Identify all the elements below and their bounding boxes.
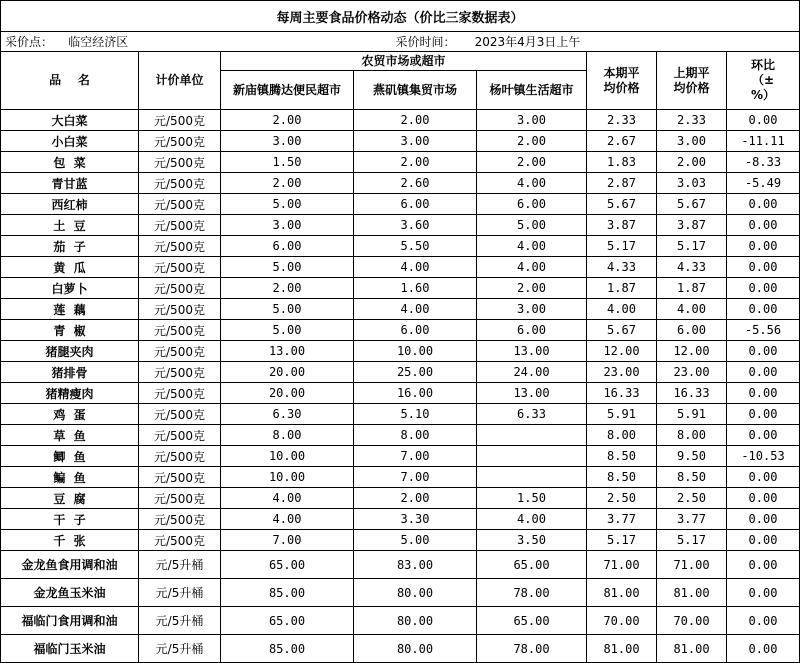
price-market-2: 4.00	[354, 299, 477, 320]
price-market-1: 85.00	[221, 635, 354, 663]
change-percent: 0.00	[727, 530, 800, 551]
change-percent: -11.11	[727, 131, 800, 152]
table-row	[1, 320, 800, 341]
current-average: 8.50	[587, 467, 657, 488]
unit-cell: 元/5升桶	[139, 635, 221, 663]
table-row	[1, 488, 800, 509]
current-average: 70.00	[587, 607, 657, 635]
change-percent: 0.00	[727, 425, 800, 446]
previous-average: 6.00	[657, 320, 727, 341]
table-row	[1, 215, 800, 236]
header-prev-avg	[657, 52, 727, 110]
price-market-2: 2.00	[354, 152, 477, 173]
current-average: 8.00	[587, 425, 657, 446]
table-row	[1, 579, 800, 607]
price-market-2: 1.60	[354, 278, 477, 299]
previous-average: 2.50	[657, 488, 727, 509]
table-row	[1, 635, 800, 663]
unit-cell: 元/500克	[139, 236, 221, 257]
change-percent: 0.00	[727, 341, 800, 362]
change-percent: -5.56	[727, 320, 800, 341]
change-percent: 0.00	[727, 194, 800, 215]
price-market-2: 3.00	[354, 131, 477, 152]
product-name: 白萝卜	[1, 278, 139, 299]
price-market-2: 2.60	[354, 173, 477, 194]
time-value: 2023年4月3日上午	[474, 35, 581, 49]
previous-average: 12.00	[657, 341, 727, 362]
price-market-1: 5.00	[221, 257, 354, 278]
current-average: 5.67	[587, 320, 657, 341]
price-market-3: 6.00	[477, 320, 587, 341]
table-row	[1, 152, 800, 173]
previous-average: 3.77	[657, 509, 727, 530]
price-market-3: 1.50	[477, 488, 587, 509]
price-market-2: 5.50	[354, 236, 477, 257]
previous-average: 71.00	[657, 551, 727, 579]
price-market-1: 65.00	[221, 607, 354, 635]
change-percent: 0.00	[727, 299, 800, 320]
current-average: 1.83	[587, 152, 657, 173]
change-percent: 0.00	[727, 278, 800, 299]
table-row	[1, 194, 800, 215]
header-prev-avg-text: 上期平均价格	[673, 65, 710, 95]
price-market-3	[477, 425, 587, 446]
time-label: 采价时间：	[395, 35, 456, 49]
price-market-2: 8.00	[354, 425, 477, 446]
product-name: 豆 腐	[1, 488, 139, 509]
unit-cell: 元/500克	[139, 257, 221, 278]
unit-cell: 元/500克	[139, 173, 221, 194]
previous-average: 81.00	[657, 635, 727, 663]
current-average: 5.67	[587, 194, 657, 215]
product-name: 草 鱼	[1, 425, 139, 446]
price-market-2: 6.00	[354, 194, 477, 215]
current-average: 1.87	[587, 278, 657, 299]
table-row	[1, 509, 800, 530]
previous-average: 4.33	[657, 257, 727, 278]
table-row	[1, 425, 800, 446]
price-market-2: 2.00	[354, 110, 477, 131]
product-name: 茄 子	[1, 236, 139, 257]
table-row	[1, 257, 800, 278]
current-average: 81.00	[587, 635, 657, 663]
current-average: 8.50	[587, 446, 657, 467]
price-market-3: 2.00	[477, 152, 587, 173]
price-market-3: 6.33	[477, 404, 587, 425]
product-name: 福临门玉米油	[1, 635, 139, 663]
current-average: 4.33	[587, 257, 657, 278]
price-market-1: 3.00	[221, 215, 354, 236]
unit-cell: 元/500克	[139, 278, 221, 299]
change-percent: 0.00	[727, 362, 800, 383]
change-percent: 0.00	[727, 607, 800, 635]
price-market-3: 5.00	[477, 215, 587, 236]
price-market-3: 65.00	[477, 607, 587, 635]
table-row	[1, 607, 800, 635]
previous-average: 16.33	[657, 383, 727, 404]
price-market-2: 5.00	[354, 530, 477, 551]
current-average: 5.91	[587, 404, 657, 425]
unit-cell: 元/500克	[139, 215, 221, 236]
product-name: 猪排骨	[1, 362, 139, 383]
location-value: 临空经济区	[68, 35, 129, 49]
change-percent: 0.00	[727, 236, 800, 257]
price-market-3: 78.00	[477, 579, 587, 607]
change-percent: 0.00	[727, 551, 800, 579]
price-market-1: 65.00	[221, 551, 354, 579]
unit-cell: 元/500克	[139, 341, 221, 362]
unit-cell: 元/500克	[139, 152, 221, 173]
price-market-3	[477, 446, 587, 467]
product-name: 大白菜	[1, 110, 139, 131]
current-average: 5.17	[587, 236, 657, 257]
product-name: 小白菜	[1, 131, 139, 152]
price-market-2: 25.00	[354, 362, 477, 383]
table-row	[1, 467, 800, 488]
unit-cell: 元/500克	[139, 194, 221, 215]
price-market-2: 10.00	[354, 341, 477, 362]
current-average: 2.87	[587, 173, 657, 194]
change-percent: 0.00	[727, 635, 800, 663]
product-name: 金龙鱼食用调和油	[1, 551, 139, 579]
price-market-1: 2.00	[221, 278, 354, 299]
change-percent: 0.00	[727, 257, 800, 278]
price-market-1: 10.00	[221, 467, 354, 488]
price-market-2: 80.00	[354, 635, 477, 663]
previous-average: 2.00	[657, 152, 727, 173]
change-percent: 0.00	[727, 110, 800, 131]
current-average: 5.17	[587, 530, 657, 551]
header-current-avg-text: 本期平均价格	[603, 65, 640, 95]
price-market-1: 5.00	[221, 194, 354, 215]
unit-cell: 元/5升桶	[139, 579, 221, 607]
previous-average: 3.87	[657, 215, 727, 236]
unit-cell: 元/500克	[139, 383, 221, 404]
table-row	[1, 404, 800, 425]
table-row	[1, 383, 800, 404]
unit-cell: 元/500克	[139, 320, 221, 341]
price-market-3: 3.00	[477, 299, 587, 320]
price-market-3: 4.00	[477, 173, 587, 194]
unit-cell: 元/500克	[139, 362, 221, 383]
product-name: 鸡 蛋	[1, 404, 139, 425]
unit-cell: 元/500克	[139, 530, 221, 551]
previous-average: 8.00	[657, 425, 727, 446]
change-percent: 0.00	[727, 488, 800, 509]
price-market-2: 83.00	[354, 551, 477, 579]
current-average: 2.33	[587, 110, 657, 131]
previous-average: 5.17	[657, 530, 727, 551]
price-market-1: 4.00	[221, 509, 354, 530]
price-market-1: 5.00	[221, 320, 354, 341]
current-average: 2.50	[587, 488, 657, 509]
change-percent: 0.00	[727, 509, 800, 530]
price-market-1: 2.00	[221, 173, 354, 194]
price-market-3: 6.00	[477, 194, 587, 215]
header-market-2: 燕矶镇集贸市场	[354, 71, 477, 110]
price-market-1: 2.00	[221, 110, 354, 131]
price-market-2: 80.00	[354, 579, 477, 607]
change-percent: -10.53	[727, 446, 800, 467]
unit-cell: 元/500克	[139, 404, 221, 425]
time-info	[354, 32, 800, 52]
price-market-3: 13.00	[477, 341, 587, 362]
price-market-1: 4.00	[221, 488, 354, 509]
price-market-2: 3.60	[354, 215, 477, 236]
price-market-2: 7.00	[354, 446, 477, 467]
product-name: 猪腿夹肉	[1, 341, 139, 362]
table-row	[1, 299, 800, 320]
previous-average: 5.67	[657, 194, 727, 215]
current-average: 3.77	[587, 509, 657, 530]
current-average: 81.00	[587, 579, 657, 607]
unit-cell: 元/5升桶	[139, 551, 221, 579]
change-percent: 0.00	[727, 383, 800, 404]
price-market-3: 4.00	[477, 236, 587, 257]
unit-cell: 元/500克	[139, 131, 221, 152]
table-row	[1, 362, 800, 383]
price-market-1: 8.00	[221, 425, 354, 446]
unit-cell: 元/500克	[139, 509, 221, 530]
current-average: 71.00	[587, 551, 657, 579]
table-title: 每周主要食品价格动态（价比三家数据表）	[1, 1, 800, 32]
price-market-3: 3.00	[477, 110, 587, 131]
change-percent: -5.49	[727, 173, 800, 194]
unit-cell: 元/500克	[139, 299, 221, 320]
table-row	[1, 173, 800, 194]
previous-average: 23.00	[657, 362, 727, 383]
price-market-2: 6.00	[354, 320, 477, 341]
table-row	[1, 530, 800, 551]
price-market-1: 10.00	[221, 446, 354, 467]
header-unit: 计价单位	[139, 52, 221, 110]
table-row	[1, 278, 800, 299]
unit-cell: 元/500克	[139, 446, 221, 467]
price-market-2: 5.10	[354, 404, 477, 425]
previous-average: 2.33	[657, 110, 727, 131]
previous-average: 3.00	[657, 131, 727, 152]
price-market-1: 20.00	[221, 383, 354, 404]
product-name: 猪精瘦肉	[1, 383, 139, 404]
product-name: 青甘蓝	[1, 173, 139, 194]
product-name: 青 椒	[1, 320, 139, 341]
price-market-1: 20.00	[221, 362, 354, 383]
price-market-3: 3.50	[477, 530, 587, 551]
header-change-text: 环比（±%）	[750, 58, 776, 102]
table-row	[1, 446, 800, 467]
current-average: 3.87	[587, 215, 657, 236]
unit-cell: 元/500克	[139, 488, 221, 509]
change-percent: 0.00	[727, 404, 800, 425]
previous-average: 4.00	[657, 299, 727, 320]
price-market-3: 2.00	[477, 278, 587, 299]
header-product: 品 名	[1, 52, 139, 110]
price-market-3	[477, 467, 587, 488]
price-market-3: 24.00	[477, 362, 587, 383]
change-percent: 0.00	[727, 579, 800, 607]
header-change	[727, 52, 800, 110]
price-market-2: 4.00	[354, 257, 477, 278]
product-name: 干 子	[1, 509, 139, 530]
unit-cell: 元/500克	[139, 110, 221, 131]
product-name: 土 豆	[1, 215, 139, 236]
header-market-group: 农贸市场或超市	[221, 52, 587, 71]
product-name: 黄 瓜	[1, 257, 139, 278]
current-average: 2.67	[587, 131, 657, 152]
price-market-1: 6.30	[221, 404, 354, 425]
table-row	[1, 236, 800, 257]
price-market-1: 3.00	[221, 131, 354, 152]
price-market-1: 7.00	[221, 530, 354, 551]
previous-average: 5.17	[657, 236, 727, 257]
unit-cell: 元/500克	[139, 467, 221, 488]
change-percent: 0.00	[727, 467, 800, 488]
unit-cell: 元/5升桶	[139, 607, 221, 635]
price-market-3: 78.00	[477, 635, 587, 663]
previous-average: 70.00	[657, 607, 727, 635]
price-market-2: 3.30	[354, 509, 477, 530]
price-market-1: 5.00	[221, 299, 354, 320]
product-name: 福临门食用调和油	[1, 607, 139, 635]
previous-average: 5.91	[657, 404, 727, 425]
header-current-avg	[587, 52, 657, 110]
previous-average: 3.03	[657, 173, 727, 194]
location-label: 采价点：	[5, 35, 54, 49]
table-row	[1, 551, 800, 579]
unit-cell: 元/500克	[139, 425, 221, 446]
product-name: 千 张	[1, 530, 139, 551]
price-market-1: 1.50	[221, 152, 354, 173]
header-market-3: 杨叶镇生活超市	[477, 71, 587, 110]
product-name: 鳊 鱼	[1, 467, 139, 488]
table-row	[1, 341, 800, 362]
price-market-1: 13.00	[221, 341, 354, 362]
table-row	[1, 110, 800, 131]
price-market-2: 7.00	[354, 467, 477, 488]
product-name: 莲 藕	[1, 299, 139, 320]
location-info	[1, 32, 354, 52]
product-name: 包 菜	[1, 152, 139, 173]
current-average: 23.00	[587, 362, 657, 383]
price-market-1: 6.00	[221, 236, 354, 257]
price-market-2: 16.00	[354, 383, 477, 404]
price-market-1: 85.00	[221, 579, 354, 607]
current-average: 4.00	[587, 299, 657, 320]
price-market-2: 2.00	[354, 488, 477, 509]
previous-average: 9.50	[657, 446, 727, 467]
product-name: 鲫 鱼	[1, 446, 139, 467]
price-market-3: 13.00	[477, 383, 587, 404]
change-percent: -8.33	[727, 152, 800, 173]
product-name: 金龙鱼玉米油	[1, 579, 139, 607]
current-average: 12.00	[587, 341, 657, 362]
product-name: 西红柿	[1, 194, 139, 215]
previous-average: 81.00	[657, 579, 727, 607]
current-average: 16.33	[587, 383, 657, 404]
previous-average: 1.87	[657, 278, 727, 299]
price-market-3: 4.00	[477, 257, 587, 278]
table-row	[1, 131, 800, 152]
price-market-3: 4.00	[477, 509, 587, 530]
header-market-1: 新庙镇腾达便民超市	[221, 71, 354, 110]
change-percent: 0.00	[727, 215, 800, 236]
price-market-3: 2.00	[477, 131, 587, 152]
price-market-2: 80.00	[354, 607, 477, 635]
price-market-3: 65.00	[477, 551, 587, 579]
previous-average: 8.50	[657, 467, 727, 488]
